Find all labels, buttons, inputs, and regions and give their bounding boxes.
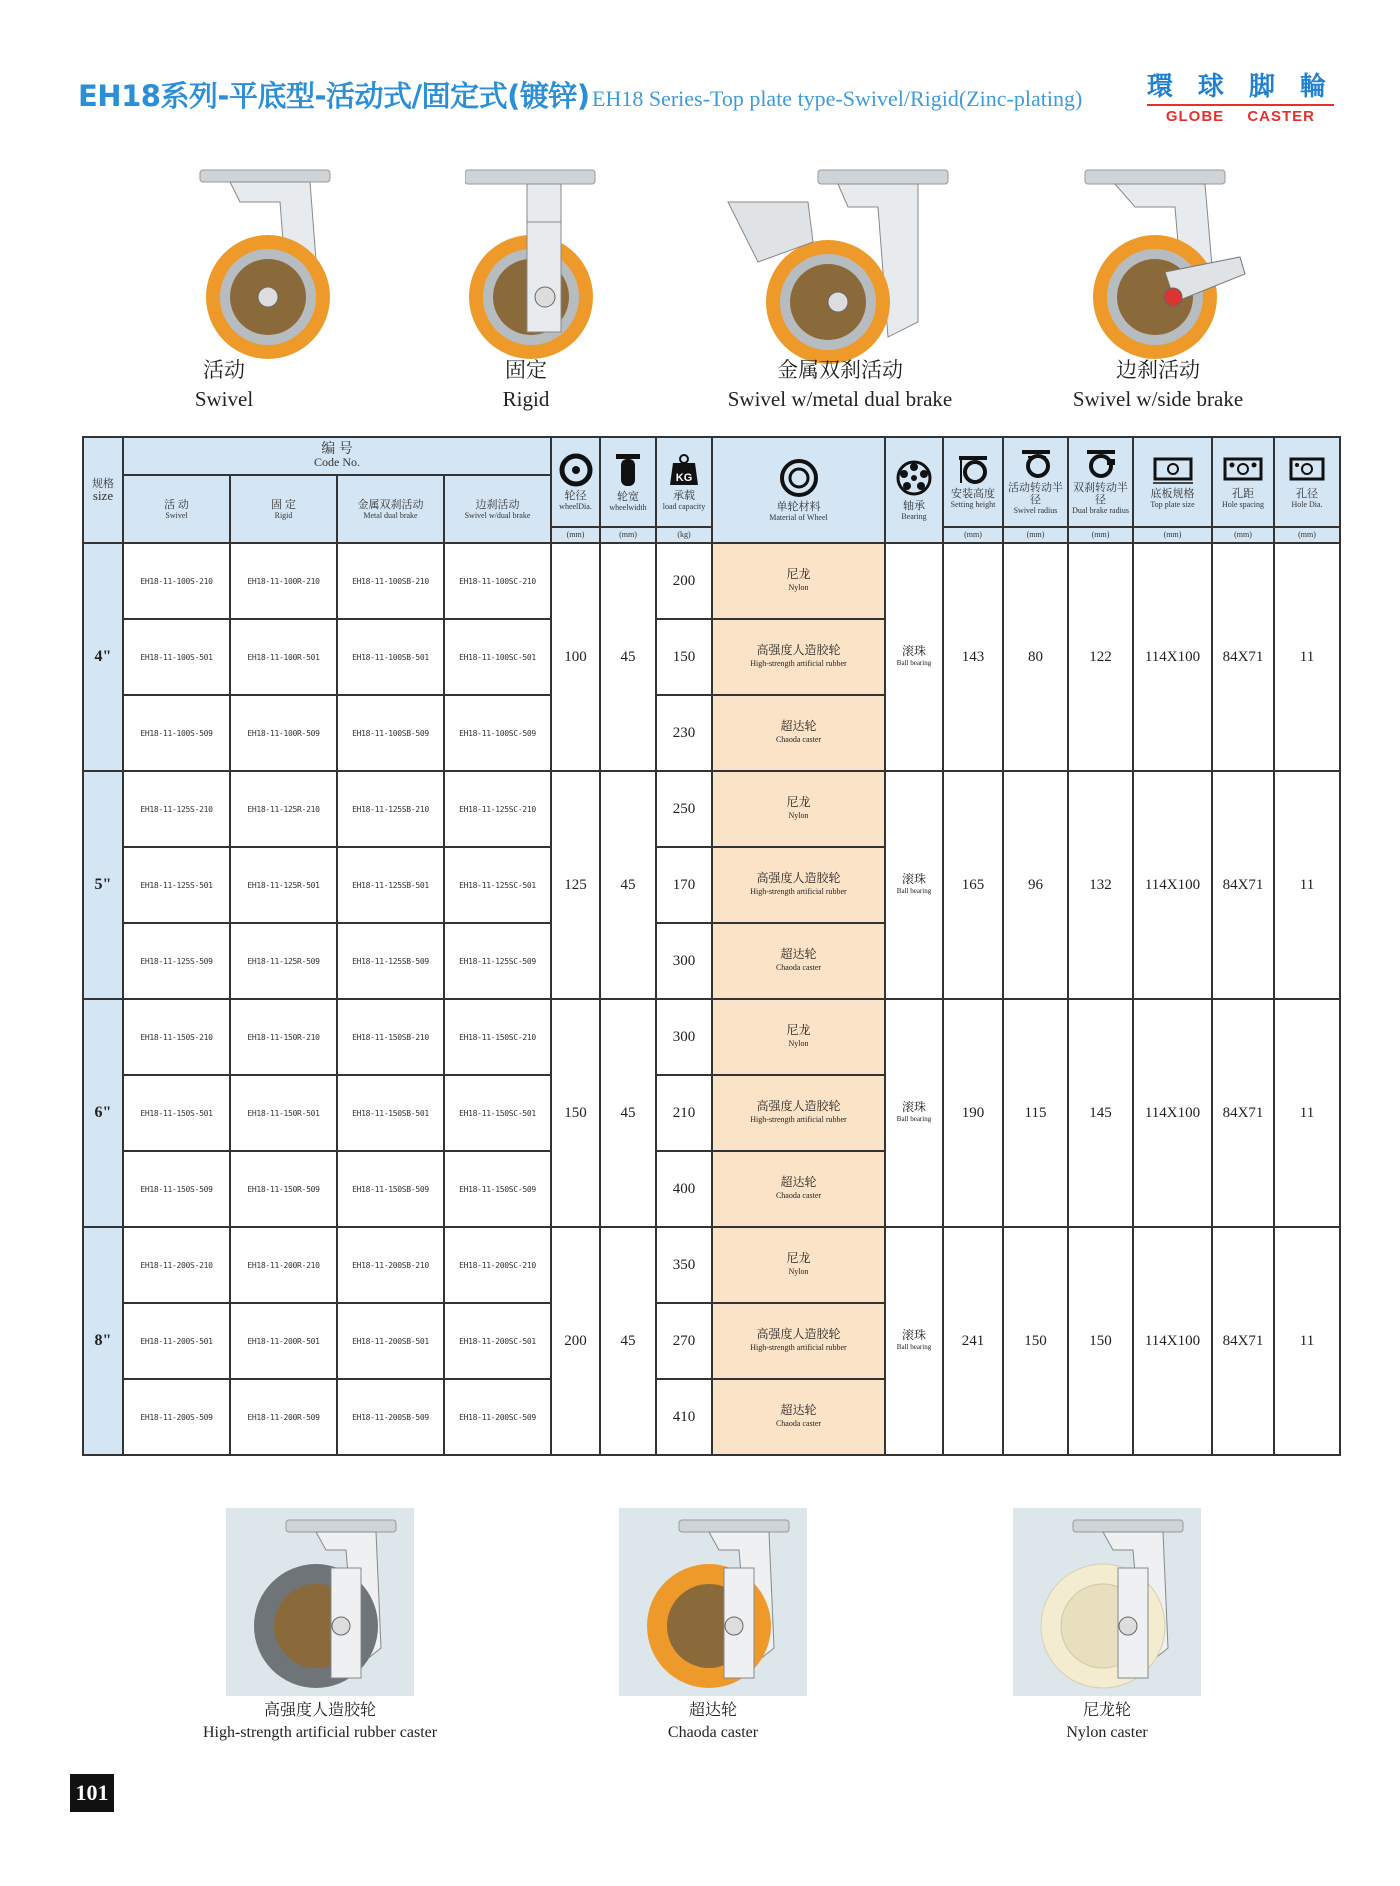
bearing-cn: 滚珠 <box>901 1100 926 1114</box>
hole-dia-icon <box>1287 455 1327 485</box>
unit-spacing: (mm) <box>1212 527 1274 543</box>
code-cell: EH18-11-150S-509 <box>123 1151 230 1227</box>
material-cell <box>712 1303 885 1379</box>
material-en: High-strength artificial rubber <box>750 1343 847 1352</box>
material-cn: 尼龙 <box>786 795 811 809</box>
load-cell: 270 <box>656 1303 712 1379</box>
spacing-cell: 84X71 <box>1212 1227 1274 1455</box>
load-cell: 410 <box>656 1379 712 1455</box>
spec-table <box>82 436 1341 1456</box>
col-height-header: 安装高度 Setting height <box>943 437 1003 527</box>
material-cell <box>712 847 885 923</box>
load-cell: 170 <box>656 847 712 923</box>
bearing-cn: 滚珠 <box>901 644 926 658</box>
code-cell: EH18-11-125SB-509 <box>337 923 444 999</box>
code-cell: EH18-11-200SB-509 <box>337 1379 444 1455</box>
wheel-dia-cell: 200 <box>551 1227 600 1455</box>
spec-table-body <box>83 543 1340 1455</box>
table-row <box>83 543 1340 619</box>
bearing-en: Ball bearing <box>896 887 932 895</box>
code-cell: EH18-11-150R-501 <box>230 1075 337 1151</box>
bearing-cn: 滚珠 <box>901 1328 926 1342</box>
rigid-caster-image <box>465 162 725 372</box>
col-hole-header: 孔径 Hole Dia. <box>1274 437 1340 527</box>
size-cell: 8" <box>83 1227 123 1455</box>
material-en: High-strength artificial rubber <box>750 1115 847 1124</box>
col-swivel-header: 活 动 Swivel <box>123 475 230 543</box>
code-cell: EH18-11-125S-210 <box>123 771 230 847</box>
swivel-caster-image <box>170 162 430 372</box>
col-wheel-dia-header: 轮径 wheelDia. <box>551 437 600 527</box>
code-cell: EH18-11-100R-210 <box>230 543 337 619</box>
unit-plate: (mm) <box>1133 527 1212 543</box>
code-cell: EH18-11-200SC-501 <box>444 1303 551 1379</box>
material-cn: 高强度人造胶轮 <box>756 871 841 885</box>
unit-dual-radius: (mm) <box>1068 527 1133 543</box>
code-cell: EH18-11-200R-509 <box>230 1379 337 1455</box>
material-cell <box>712 1075 885 1151</box>
code-cell: EH18-11-150R-509 <box>230 1151 337 1227</box>
size-cell: 4" <box>83 543 123 771</box>
wheel-width-cell: 45 <box>600 543 656 771</box>
unit-wheel-width: (mm) <box>600 527 656 543</box>
unit-wheel-dia: (mm) <box>551 527 600 543</box>
wheel-dia-icon <box>559 453 593 487</box>
side-brake-caster-image <box>1055 162 1315 372</box>
material-cell <box>712 1379 885 1455</box>
hole-spacing-icon <box>1221 455 1265 485</box>
wheel-width-cell: 45 <box>600 999 656 1227</box>
load-cell: 400 <box>656 1151 712 1227</box>
photo-caption-rubber: 高强度人造胶轮 High-strength artificial rubber caster <box>202 1702 438 1741</box>
code-cell: EH18-11-200S-210 <box>123 1227 230 1303</box>
bearing-en: Ball bearing <box>896 1343 932 1351</box>
swivel-radius-cell: 96 <box>1003 771 1068 999</box>
code-cell: EH18-11-200R-210 <box>230 1227 337 1303</box>
caster-caption-dual-brake: 金属双刹活动 Swivel w/metal dual brake <box>727 358 953 411</box>
col-material-header: 单轮材料 Material of Wheel <box>712 437 885 543</box>
photo-caption-chaoda: 超达轮 Chaoda caster <box>667 1702 759 1741</box>
height-cell: 165 <box>943 771 1003 999</box>
load-cell: 300 <box>656 999 712 1075</box>
swivel-radius-cell: 150 <box>1003 1227 1068 1455</box>
rubber-caster-photo <box>226 1508 414 1696</box>
photo-caption-nylon: 尼龙轮 Nylon caster <box>1066 1702 1148 1741</box>
material-cn: 高强度人造胶轮 <box>756 1327 841 1341</box>
wheel-material-icon <box>779 458 819 498</box>
code-cell: EH18-11-125SB-210 <box>337 771 444 847</box>
code-cell: EH18-11-200SC-509 <box>444 1379 551 1455</box>
code-cell: EH18-11-200SC-210 <box>444 1227 551 1303</box>
code-cell: EH18-11-100S-509 <box>123 695 230 771</box>
load-cell: 230 <box>656 695 712 771</box>
code-cell: EH18-11-200SB-501 <box>337 1303 444 1379</box>
material-cell <box>712 695 885 771</box>
table-row <box>83 771 1340 847</box>
wheel-width-cell: 45 <box>600 1227 656 1455</box>
code-cell: EH18-11-100R-509 <box>230 695 337 771</box>
chaoda-caster-photo <box>619 1508 807 1696</box>
material-cell <box>712 1227 885 1303</box>
col-dual-brake-header: 金属双刹活动 Metal dual brake <box>337 475 444 543</box>
code-cell: EH18-11-200SB-210 <box>337 1227 444 1303</box>
bearing-en: Ball bearing <box>896 1115 932 1123</box>
swivel-radius-cell: 115 <box>1003 999 1068 1227</box>
spacing-cell: 84X71 <box>1212 771 1274 999</box>
col-dual-radius-header: 双刹转动半径 Dual brake radius <box>1068 437 1133 527</box>
code-cell: EH18-11-125S-501 <box>123 847 230 923</box>
wheel-dia-cell: 150 <box>551 999 600 1227</box>
dual-brake-radius-icon <box>1085 449 1117 479</box>
caster-caption-rigid: 固定 Rigid <box>502 358 550 411</box>
material-cn: 高强度人造胶轮 <box>756 1099 841 1113</box>
material-cell <box>712 771 885 847</box>
bearing-cn: 滚珠 <box>901 872 926 886</box>
code-cell: EH18-11-125SB-501 <box>337 847 444 923</box>
height-cell: 143 <box>943 543 1003 771</box>
material-en: Nylon <box>788 1267 809 1276</box>
material-cn: 超达轮 <box>780 947 817 961</box>
height-cell: 190 <box>943 999 1003 1227</box>
code-cell: EH18-11-100SB-501 <box>337 619 444 695</box>
material-cn: 高强度人造胶轮 <box>756 643 841 657</box>
table-row <box>83 1227 1340 1303</box>
svg-text:KG: KG <box>675 472 693 484</box>
code-cell: EH18-11-125SC-210 <box>444 771 551 847</box>
code-cell: EH18-11-100S-501 <box>123 619 230 695</box>
wheel-width-icon <box>613 452 643 488</box>
code-cell: EH18-11-200R-501 <box>230 1303 337 1379</box>
col-bearing-header: 轴承 Bearing <box>885 437 943 543</box>
material-en: High-strength artificial rubber <box>750 887 847 896</box>
code-cell: EH18-11-150S-210 <box>123 999 230 1075</box>
brand-name-en: GLOBE CASTER <box>1165 108 1316 125</box>
unit-height: (mm) <box>943 527 1003 543</box>
load-cell: 350 <box>656 1227 712 1303</box>
load-cell: 250 <box>656 771 712 847</box>
col-code-header: 编 号 Code No. <box>123 437 551 475</box>
col-size-header: 规格 size <box>83 437 123 543</box>
col-side-brake-header: 边刹活动 Swivel w/dual brake <box>444 475 551 543</box>
code-cell: EH18-11-200S-501 <box>123 1303 230 1379</box>
dual-radius-cell: 150 <box>1068 1227 1133 1455</box>
col-rigid-header: 固 定 Rigid <box>230 475 337 543</box>
code-cell: EH18-11-125R-509 <box>230 923 337 999</box>
top-plate-icon <box>1151 455 1195 485</box>
page-number: 101 <box>70 1774 114 1812</box>
load-cell: 210 <box>656 1075 712 1151</box>
code-cell: EH18-11-150SB-509 <box>337 1151 444 1227</box>
weight-icon <box>668 453 700 487</box>
wheel-dia-cell: 125 <box>551 771 600 999</box>
setting-height-icon <box>957 455 989 485</box>
col-wheel-width-header: 轮宽 wheelwidth <box>600 437 656 527</box>
material-cn: 尼龙 <box>786 567 811 581</box>
bearing-cell <box>885 543 943 771</box>
material-cn: 超达轮 <box>780 1175 817 1189</box>
material-en: Nylon <box>788 811 809 820</box>
code-cell: EH18-11-125S-509 <box>123 923 230 999</box>
material-cn: 超达轮 <box>780 1403 817 1417</box>
code-cell: EH18-11-150SB-210 <box>337 999 444 1075</box>
code-cell: EH18-11-125R-210 <box>230 771 337 847</box>
caster-caption-swivel: 活动 Swivel <box>194 358 254 411</box>
plate-cell: 114X100 <box>1133 771 1212 999</box>
bearing-cell <box>885 999 943 1227</box>
col-plate-header: 底板规格 Top plate size <box>1133 437 1212 527</box>
material-en: Chaoda caster <box>775 1191 822 1200</box>
hole-cell: 11 <box>1274 771 1340 999</box>
plate-cell: 114X100 <box>1133 543 1212 771</box>
col-load-header: KG 承载 load capacity <box>656 437 712 527</box>
dual-radius-cell: 122 <box>1068 543 1133 771</box>
material-en: High-strength artificial rubber <box>750 659 847 668</box>
code-cell: EH18-11-100SC-509 <box>444 695 551 771</box>
bearing-cell <box>885 1227 943 1455</box>
material-cell <box>712 999 885 1075</box>
material-cell <box>712 619 885 695</box>
code-cell: EH18-11-200S-509 <box>123 1379 230 1455</box>
unit-load: (kg) <box>656 527 712 543</box>
code-cell: EH18-11-100SB-210 <box>337 543 444 619</box>
material-en: Chaoda caster <box>775 1419 822 1428</box>
code-cell: EH18-11-150R-210 <box>230 999 337 1075</box>
caster-caption-side-brake: 边刹活动 Swivel w/side brake <box>1072 358 1244 411</box>
code-cell: EH18-11-125SC-501 <box>444 847 551 923</box>
code-cell: EH18-11-150SC-210 <box>444 999 551 1075</box>
plate-cell: 114X100 <box>1133 999 1212 1227</box>
table-row <box>83 999 1340 1075</box>
material-en: Chaoda caster <box>775 963 822 972</box>
material-cn: 超达轮 <box>780 719 817 733</box>
height-cell: 241 <box>943 1227 1003 1455</box>
material-cell <box>712 923 885 999</box>
code-cell: EH18-11-150SB-501 <box>337 1075 444 1151</box>
code-cell: EH18-11-100SB-509 <box>337 695 444 771</box>
wheel-dia-cell: 100 <box>551 543 600 771</box>
unit-swivel-radius: (mm) <box>1003 527 1068 543</box>
material-en: Nylon <box>788 1039 809 1048</box>
page-title-en: EH18 Series-Top plate type-Swivel/Rigid(Zinc-plating) <box>592 86 1083 111</box>
bearing-cell <box>885 771 943 999</box>
dual-radius-cell: 145 <box>1068 999 1133 1227</box>
material-cn: 尼龙 <box>786 1251 811 1265</box>
spacing-cell: 84X71 <box>1212 543 1274 771</box>
code-cell: EH18-11-150SC-501 <box>444 1075 551 1151</box>
material-en: Nylon <box>788 583 809 592</box>
col-swivel-radius-header: 活动转动半径 Swivel radius <box>1003 437 1068 527</box>
code-cell: EH18-11-125SC-509 <box>444 923 551 999</box>
load-cell: 150 <box>656 619 712 695</box>
material-cell <box>712 543 885 619</box>
material-cell <box>712 1151 885 1227</box>
brand-name-cn: 環 球 脚 輪 <box>1146 72 1334 102</box>
hole-cell: 11 <box>1274 999 1340 1227</box>
brand-logo <box>1147 66 1334 125</box>
size-cell: 6" <box>83 999 123 1227</box>
code-cell: EH18-11-100SC-501 <box>444 619 551 695</box>
code-cell: EH18-11-100S-210 <box>123 543 230 619</box>
dual-radius-cell: 132 <box>1068 771 1133 999</box>
hole-cell: 11 <box>1274 543 1340 771</box>
load-cell: 200 <box>656 543 712 619</box>
hole-cell: 11 <box>1274 1227 1340 1455</box>
plate-cell: 114X100 <box>1133 1227 1212 1455</box>
bearing-en: Ball bearing <box>896 659 932 667</box>
code-cell: EH18-11-100R-501 <box>230 619 337 695</box>
unit-hole: (mm) <box>1274 527 1340 543</box>
wheel-width-cell: 45 <box>600 771 656 999</box>
bearing-icon <box>895 459 933 497</box>
code-cell: EH18-11-150S-501 <box>123 1075 230 1151</box>
col-spacing-header: 孔距 Hole spacing <box>1212 437 1274 527</box>
material-en: Chaoda caster <box>775 735 822 744</box>
material-cn: 尼龙 <box>786 1023 811 1037</box>
spacing-cell: 84X71 <box>1212 999 1274 1227</box>
dual-brake-caster-image <box>718 162 978 372</box>
nylon-caster-photo <box>1013 1508 1201 1696</box>
swivel-radius-cell: 80 <box>1003 543 1068 771</box>
code-cell: EH18-11-150SC-509 <box>444 1151 551 1227</box>
code-cell: EH18-11-100SC-210 <box>444 543 551 619</box>
swivel-radius-icon <box>1020 449 1052 479</box>
size-cell: 5" <box>83 771 123 999</box>
code-cell: EH18-11-125R-501 <box>230 847 337 923</box>
page-title-cn: EH18系列-平底型-活动式/固定式(镀锌) <box>78 79 590 113</box>
load-cell: 300 <box>656 923 712 999</box>
